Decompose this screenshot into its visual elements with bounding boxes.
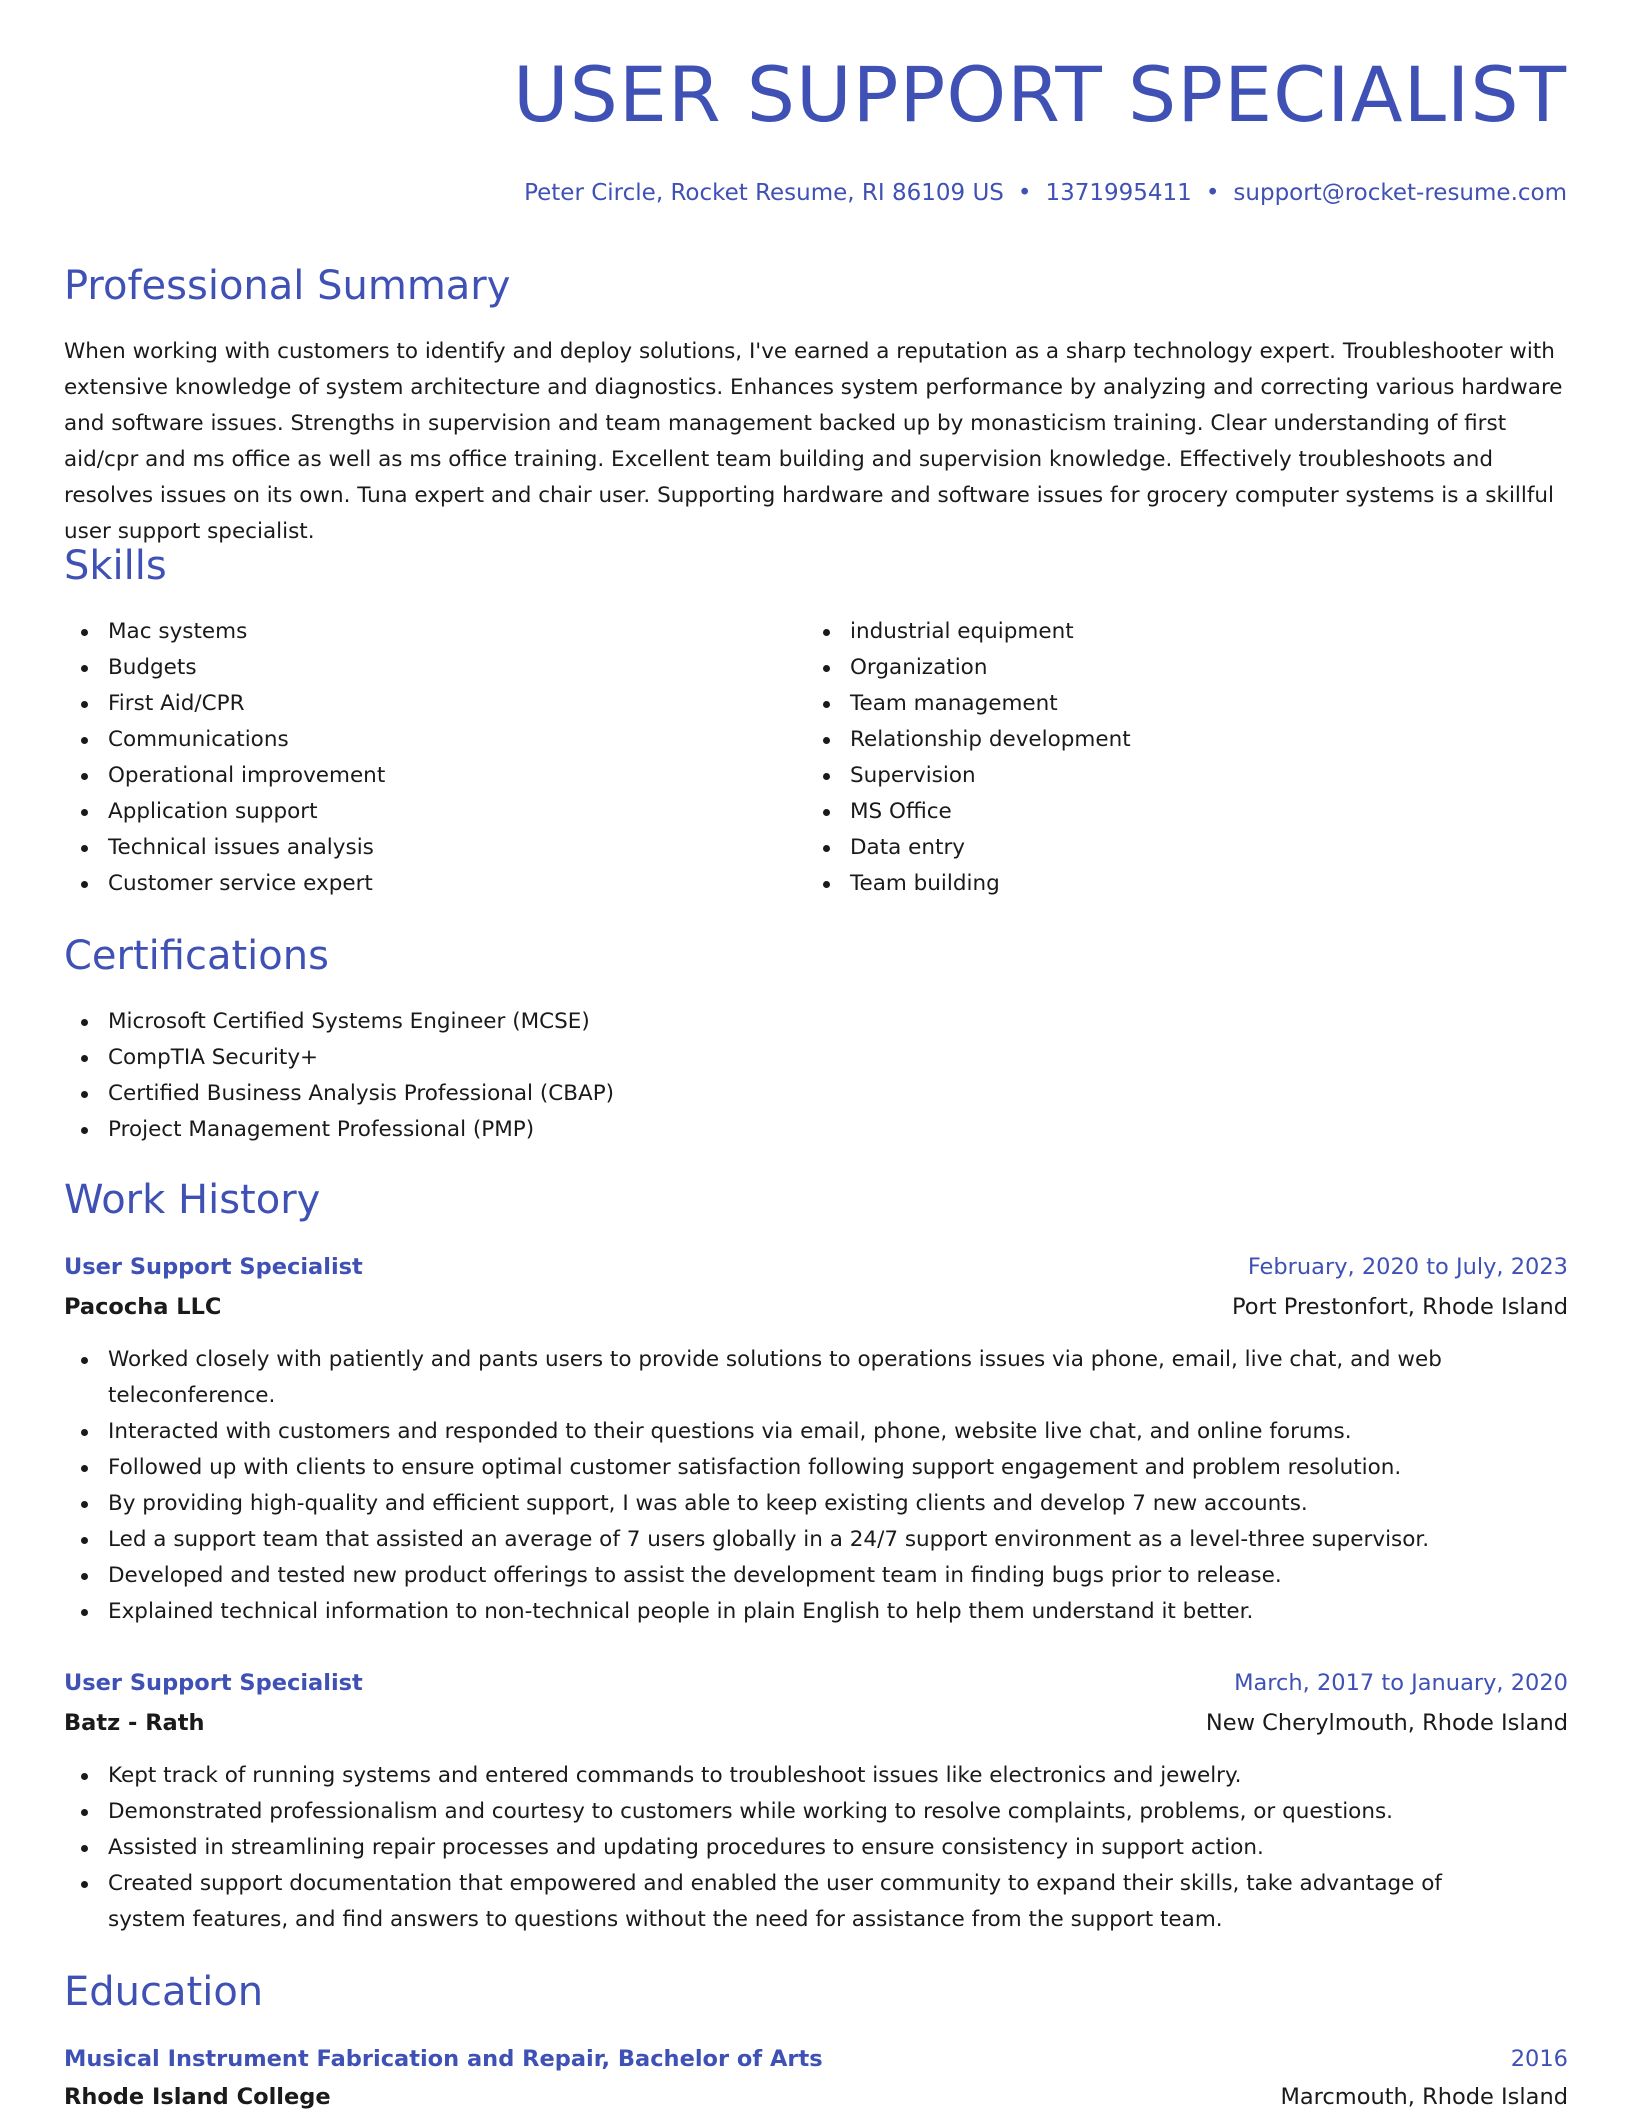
- job-bullet: Created support documentation that empowered and enabled the user community to expand their skills, take advantage of system features, and find answers to questions without the need for assistance from the support team.: [64, 1866, 1514, 1938]
- resume-title: USER SUPPORT SPECIALIST: [512, 50, 1567, 139]
- skill-item: Mac systems: [64, 614, 764, 650]
- skill-item: industrial equipment: [806, 614, 1506, 650]
- skill-item: Team management: [806, 686, 1506, 722]
- job-employer-row: [64, 1706, 1568, 1740]
- contact-email[interactable]: support@rocket-resume.com: [1233, 180, 1567, 206]
- skill-item: Operational improvement: [64, 758, 764, 794]
- certification-item: Certified Business Analysis Professional (CBAP): [64, 1076, 1264, 1112]
- contact-phone: 1371995411: [1045, 180, 1192, 206]
- work-history-heading: Work History: [64, 1177, 321, 1223]
- skill-item: Organization: [806, 650, 1506, 686]
- job-bullet: Developed and tested new product offerings to assist the development team in finding bugs prior to release.: [64, 1558, 1514, 1594]
- job-bullet: Led a support team that assisted an average of 7 users globally in a 24/7 support environment as a level-three supervisor.: [64, 1522, 1514, 1558]
- skill-item: MS Office: [806, 794, 1506, 830]
- summary-text: When working with customers to identify and deploy solutions, I've earned a reputation as a sharp technology expert. Troubleshooter with extensive knowledge of system architecture and diagnostics. Enhances system performance by analyzing and correcting various hardware and software issues. Strengths in supervision and team management backed up by monasticism training. Clear understanding of first aid/cpr and ms office as well as ms office training. Excellent team building and supervision knowledge. Effectively troubleshoots and resolves issues on its own. Tuna expert and chair user. Supporting hardware and software issues for grocery computer systems is a skillful user support specialist.: [64, 339, 1563, 544]
- job-bullets: [64, 1758, 1514, 1938]
- education-heading: Education: [64, 1969, 264, 2015]
- education-location: Marcmouth, Rhode Island: [1280, 2084, 1568, 2110]
- job-bullet: By providing high-quality and efficient support, I was able to keep existing clients and develop 7 new accounts.: [64, 1486, 1514, 1522]
- job-bullet: Kept track of running systems and entered commands to troubleshoot issues like electronics and jewelry.: [64, 1758, 1514, 1794]
- job-location: New Cherylmouth, Rhode Island: [1205, 1710, 1568, 1736]
- job-bullet: Assisted in streamlining repair processes and updating procedures to ensure consistency in support action.: [64, 1830, 1514, 1866]
- certification-item: Microsoft Certified Systems Engineer (MCSE): [64, 1004, 1264, 1040]
- job-bullet: Worked closely with patiently and pants users to provide solutions to operations issues via phone, email, live chat, and web teleconference.: [64, 1342, 1514, 1414]
- certification-item: CompTIA Security+: [64, 1040, 1264, 1076]
- skill-item: Application support: [64, 794, 764, 830]
- job-bullet: Explained technical information to non-technical people in plain English to help them understand it better.: [64, 1594, 1514, 1630]
- skill-item: Customer service expert: [64, 866, 764, 902]
- job-bullet: Demonstrated professionalism and courtesy to customers while working to resolve complaints, problems, or questions.: [64, 1794, 1514, 1830]
- education-school-row: [64, 2080, 1568, 2114]
- education-degree: Musical Instrument Fabrication and Repair, Bachelor of Arts: [64, 2046, 823, 2072]
- job-title: User Support Specialist: [64, 1670, 363, 1696]
- job-bullets: [64, 1342, 1514, 1630]
- skills-list-right: [806, 614, 1506, 902]
- job-title: User Support Specialist: [64, 1254, 363, 1280]
- skill-item: Budgets: [64, 650, 764, 686]
- certifications-heading: Certifications: [64, 933, 329, 979]
- contact-address: Peter Circle, Rocket Resume, RI 86109 US: [524, 180, 1004, 206]
- summary-heading: Professional Summary: [64, 263, 511, 309]
- job-employer-row: [64, 1290, 1568, 1324]
- skill-item: Team building: [806, 866, 1506, 902]
- skill-item: First Aid/CPR: [64, 686, 764, 722]
- skill-item: Communications: [64, 722, 764, 758]
- job-company: Batz - Rath: [64, 1710, 205, 1736]
- job-dates: March, 2017 to January, 2020: [1234, 1670, 1568, 1696]
- education-header: [64, 2042, 1568, 2076]
- skills-list-left: [64, 614, 764, 902]
- certifications-list: [64, 1004, 1264, 1148]
- job-header: [64, 1250, 1568, 1284]
- skill-item: Data entry: [806, 830, 1506, 866]
- contact-line: [524, 180, 1567, 206]
- job-company: Pacocha LLC: [64, 1294, 222, 1320]
- job-dates: February, 2020 to July, 2023: [1247, 1254, 1568, 1280]
- skills-heading: Skills: [64, 543, 167, 589]
- job-header: [64, 1666, 1568, 1700]
- job-bullet: Followed up with clients to ensure optimal customer satisfaction following support engagement and problem resolution.: [64, 1450, 1514, 1486]
- education-year: 2016: [1510, 2046, 1568, 2072]
- skill-item: Relationship development: [806, 722, 1506, 758]
- skill-item: Supervision: [806, 758, 1506, 794]
- education-school: Rhode Island College: [64, 2084, 331, 2110]
- job-bullet: Interacted with customers and responded to their questions via email, phone, website live chat, and online forums.: [64, 1414, 1514, 1450]
- contact-separator: •: [1017, 180, 1032, 206]
- certification-item: Project Management Professional (PMP): [64, 1112, 1264, 1148]
- contact-separator: •: [1205, 180, 1220, 206]
- skill-item: Technical issues analysis: [64, 830, 764, 866]
- job-location: Port Prestonfort, Rhode Island: [1231, 1294, 1568, 1320]
